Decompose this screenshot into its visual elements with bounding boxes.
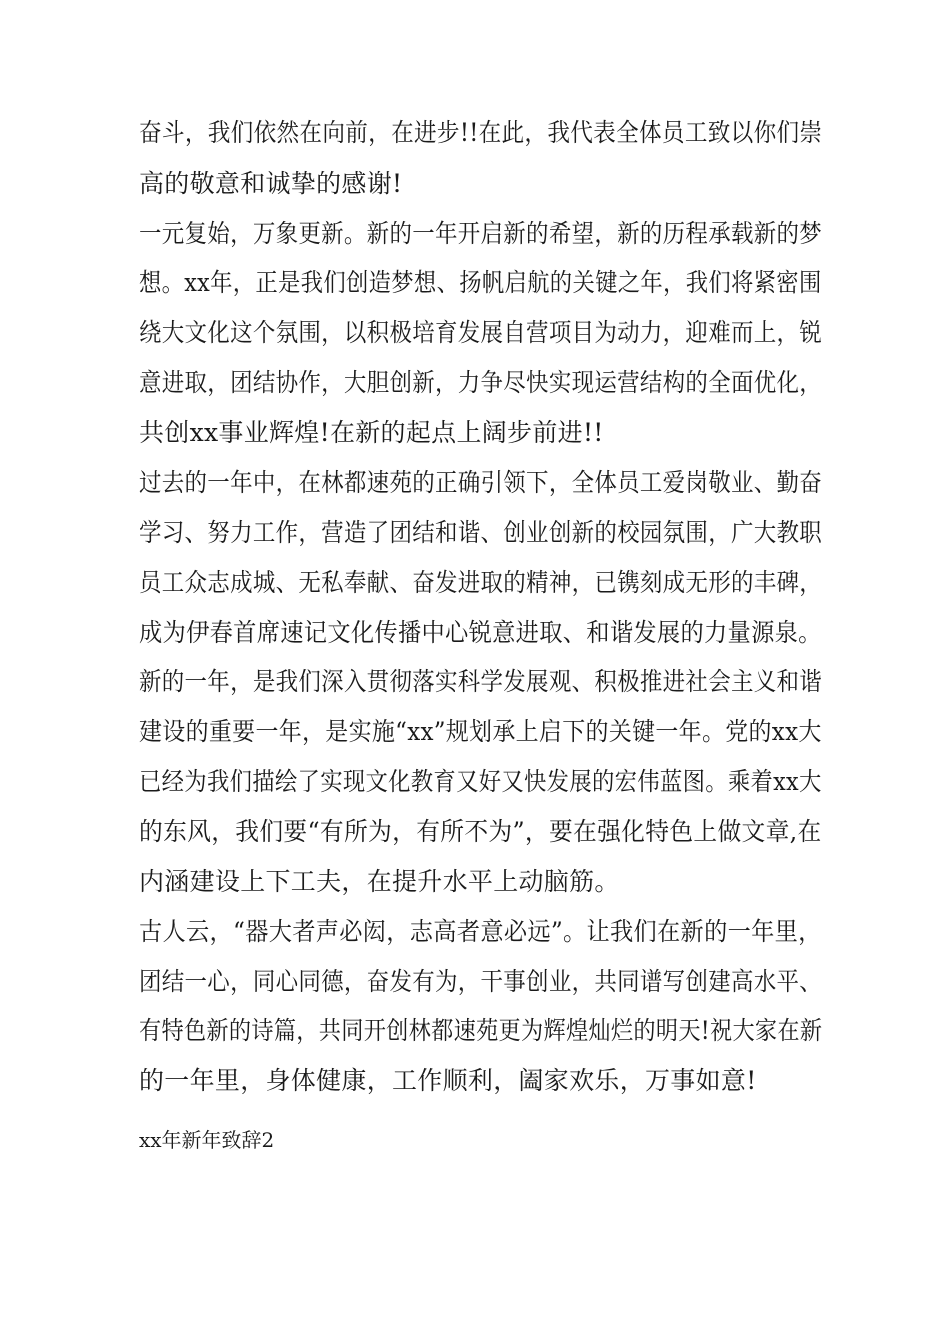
paragraph-line: 过去的一年中，在林都速苑的正确引领下，全体员工爱岗敬业、勤奋: [139, 468, 823, 497]
paragraph-line: 绕大文化这个氛围，以积极培育发展自营项目为动力，迎难而上，锐: [139, 318, 823, 347]
paragraph-line: 成为伊春首席速记文化传播中心锐意进取、和谐发展的力量源泉。: [139, 618, 822, 647]
paragraph-line: 高的敬意和诚挚的感谢!: [139, 169, 403, 198]
paragraph-line: 有特色新的诗篇，共同开创林都速苑更为辉煌灿烂的明天!祝大家在新: [139, 1016, 823, 1045]
paragraph-line: 想。xx年，正是我们创造梦想、扬帆启航的关键之年，我们将紧密围: [139, 268, 822, 297]
paragraph-line: 的一年里，身体健康，工作顺利，阖家欢乐，万事如意!: [139, 1066, 757, 1095]
paragraph-line: 古人云，“器大者声必闳，志高者意必远”。让我们在新的一年里，: [139, 917, 822, 946]
paragraph-line: 已经为我们描绘了实现文化教育又好又快发展的宏伟蓝图。乘着xx大: [139, 767, 822, 796]
paragraph-line: 学习、努力工作，营造了团结和谐、创业创新的校园氛围，广大教职: [139, 518, 823, 547]
section-heading: xx年新年致辞2: [139, 1128, 275, 1152]
paragraph-line: 员工众志成城、无私奉献、奋发进取的精神，已镌刻成无形的丰碑，: [139, 568, 823, 597]
paragraph-line: 内涵建设上下工夫，在提升水平上动脑筋。: [139, 867, 620, 896]
paragraph-line: 意进取，团结协作，大胆创新，力争尽快实现运营结构的全面优化，: [139, 368, 823, 397]
paragraph-line: 奋斗，我们依然在向前，在进步!!在此，我代表全体员工致以你们崇: [139, 118, 823, 147]
paragraph-line: 一元复始，万象更新。新的一年开启新的希望，新的历程承载新的梦: [139, 219, 823, 248]
paragraph-line: 团结一心，同心同德，奋发有为，干事创业，共同谱写创建高水平、: [139, 967, 823, 996]
paragraph-line: 的东风，我们要“有所为，有所不为”，要在强化特色上做文章,在: [139, 817, 822, 846]
paragraph-line: 建设的重要一年，是实施“xx”规划承上启下的关键一年。党的xx大: [139, 717, 822, 746]
paragraph-line: 新的一年，是我们深入贯彻落实科学发展观、积极推进社会主义和谐: [139, 667, 823, 696]
paragraph-line: 共创xx事业辉煌!在新的起点上阔步前进!!: [139, 418, 604, 447]
